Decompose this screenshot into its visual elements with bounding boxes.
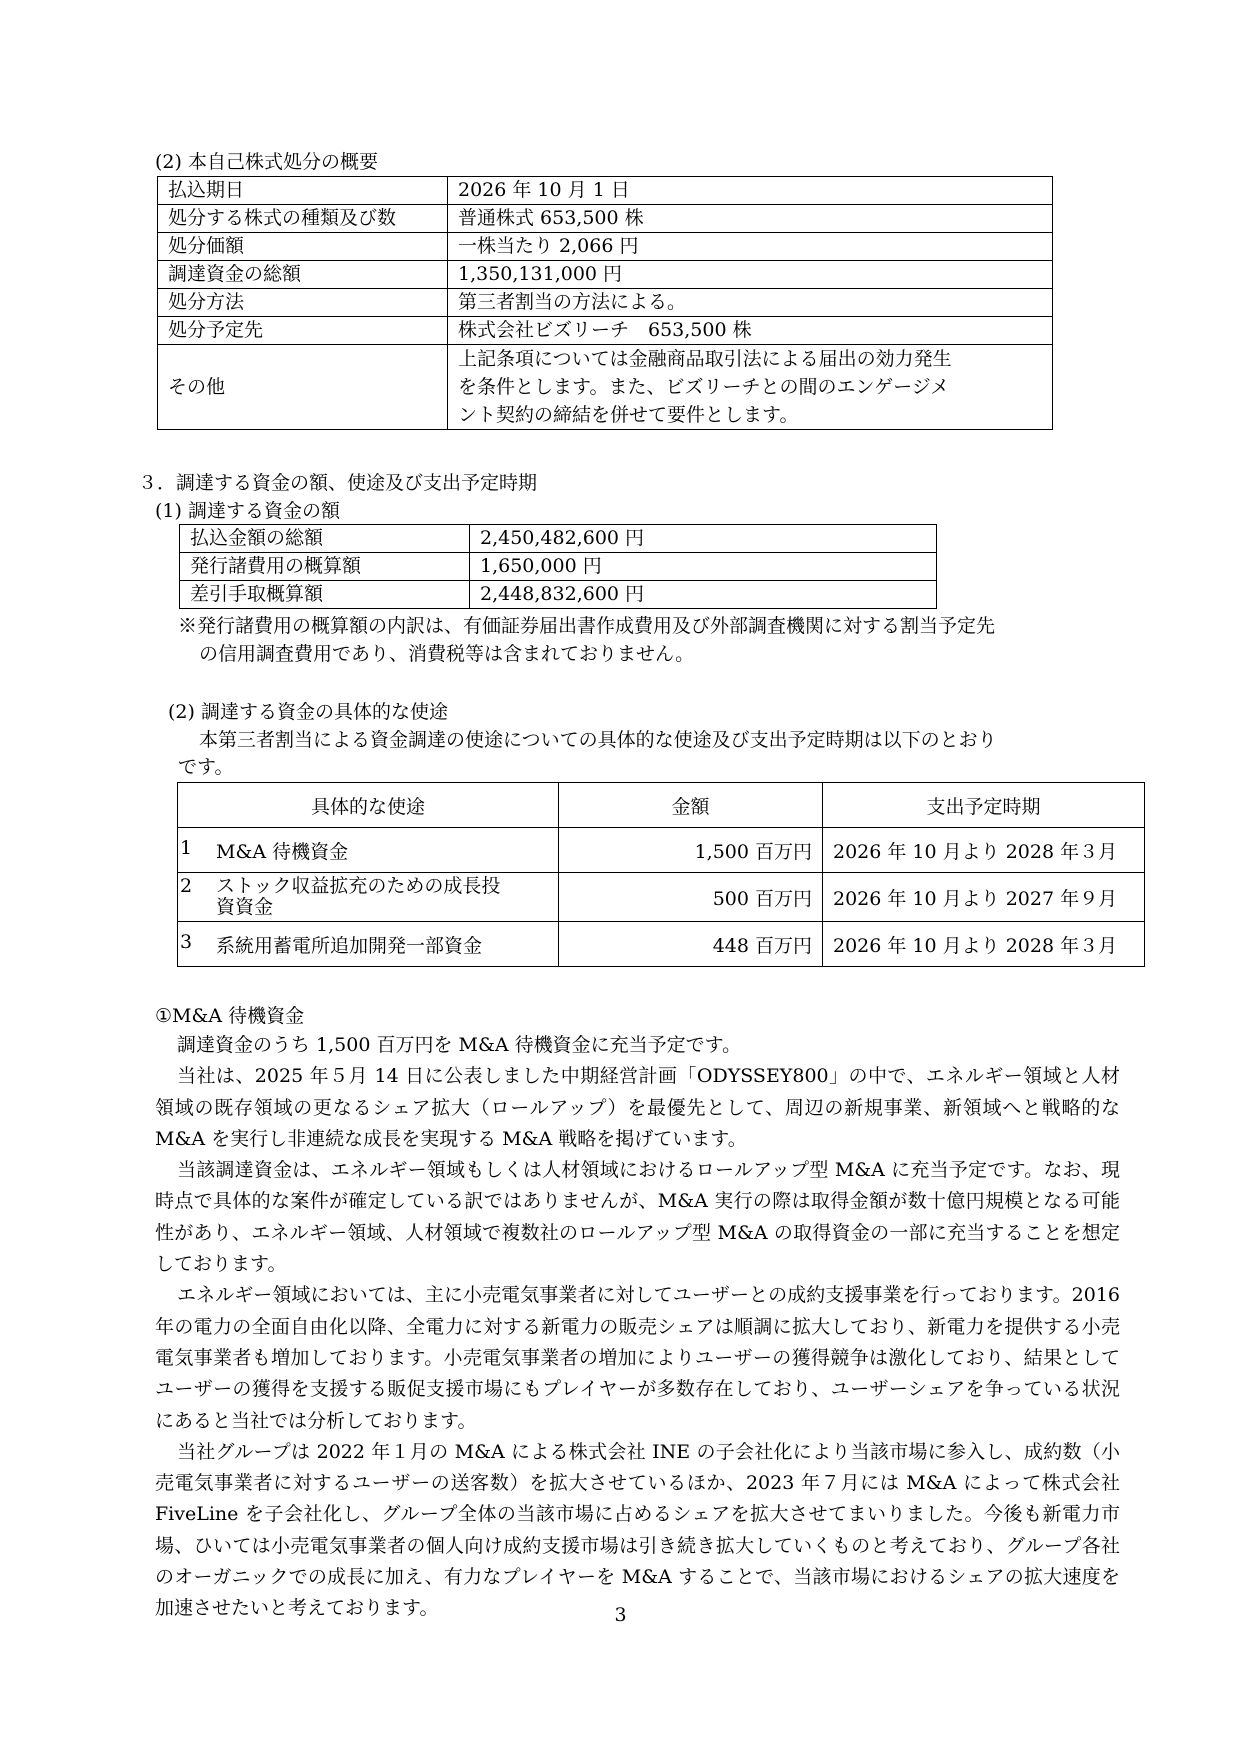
row-label: 払込期日 [158, 177, 448, 205]
funds-amount-table [179, 524, 937, 609]
subsection-heading-amount: (1) 調達する資金の額 [155, 500, 340, 522]
use-cell [178, 828, 559, 873]
section-heading-funds: ３．調達する資金の額、使途及び支出予定時期 [138, 472, 538, 494]
use-number: 3 [180, 930, 193, 953]
table-row [158, 289, 1053, 317]
period-cell: 2026 年 10 月より 2028 年３月 [823, 828, 1145, 873]
use-label: 系統用蓄電所追加開発一部資金 [216, 934, 483, 957]
use-number: 1 [180, 836, 193, 859]
row-label: その他 [158, 345, 448, 430]
paragraph: 当該調達資金は、エネルギー領域もしくは人材領域におけるロールアップ型 M&A に充当予定です。なお、現時点で具体的な案件が確定している訳ではありませんが、M&A 実行の際は取得金額が数十億円規模となる可能性があり、エネルギー領域、人材領域で複数社のロールアップ型 M&A の取得資金の一部に充当することを想定しております。 [155, 1159, 1120, 1276]
table-row [178, 922, 1145, 967]
use-label: 資資金 [216, 896, 274, 918]
table-row [158, 317, 1053, 345]
disposal-overview-table [157, 176, 1053, 430]
paragraph: 調達資金のうち 1,500 百万円を M&A 待機資金に充当予定です。 [177, 1034, 742, 1056]
table-row [178, 828, 1145, 873]
table-row [180, 525, 937, 553]
column-header: 支出予定時期 [823, 783, 1145, 828]
ma-body [155, 1030, 1120, 1625]
row-value: 普通株式 653,500 株 [448, 205, 1053, 233]
row-label: 払込金額の総額 [180, 525, 470, 553]
paragraph: 当社グループは 2022 年１月の M&A による株式会社 INE の子会社化により当該市場に参入し、成約数（小売電気事業者に対するユーザーの送客数）を拡大させているほか、2023 年７月には M&A によって株式会社 FiveLine を子会社化し、グループ全体の当該市場に占めるシェアを拡大させてまいりました。今後も新電力市場、ひいては小売電気事業者の個人向け成約支援市場は引き続き拡大していくものと考えており、グループ各社のオーガニックでの成長に加え、有力なプレイヤーを M&A することで、当該市場におけるシェアの拡大速度を加速させたいと考えております。 [155, 1440, 1120, 1620]
table-row [180, 581, 937, 609]
amount-cell: 1,500 百万円 [559, 828, 823, 873]
period-cell: 2026 年 10 月より 2027 年９月 [823, 873, 1145, 922]
expense-note: の信用調査費用であり、消費税等は含まれておりません。 [199, 643, 695, 665]
other-line: を条件とします。また、ビズリーチとの間のエンゲージメ [458, 376, 950, 398]
table-row [158, 233, 1053, 261]
row-label: 処分価額 [158, 233, 448, 261]
expense-note: ※発行諸費用の概算額の内訳は、有価証券届出書作成費用及び外部調査機関に対する割当予定先 [178, 615, 996, 637]
subsection-heading-uses: (2) 調達する資金の具体的な使途 [168, 701, 448, 723]
row-value: 一株当たり 2,066 円 [448, 233, 1053, 261]
row-value: 2,450,482,600 円 [470, 525, 937, 553]
column-header: 具体的な使途 [178, 783, 559, 828]
use-cell [178, 922, 559, 967]
use-number: 2 [180, 875, 193, 897]
row-value: 2,448,832,600 円 [470, 581, 937, 609]
row-label: 差引手取概算額 [180, 581, 470, 609]
other-line: 上記条項については金融商品取引法による届出の効力発生 [458, 348, 952, 370]
amount-cell: 500 百万円 [559, 873, 823, 922]
column-header: 金額 [559, 783, 823, 828]
row-label: 調達資金の総額 [158, 261, 448, 289]
row-value: 1,650,000 円 [470, 553, 937, 581]
row-label: 処分方法 [158, 289, 448, 317]
table-row [178, 873, 1145, 922]
other-line: ント契約の締結を併せて要件とします。 [458, 404, 799, 426]
table-row-other [158, 345, 1053, 430]
row-value [448, 345, 1053, 430]
amount-cell: 448 百万円 [559, 922, 823, 967]
use-label: ストック収益拡充のための成長投 [216, 875, 501, 897]
table-row [158, 205, 1053, 233]
use-cell [178, 873, 559, 922]
uses-intro: です。 [178, 756, 234, 778]
row-value: 2026 年 10 月 1 日 [448, 177, 1053, 205]
paragraph: 当社は、2025 年５月 14 日に公表しました中期経営計画「ODYSSEY800」の中で、エネルギー領域と人材領域の既存領域の更なるシェア拡大（ロールアップ）を最優先として、周辺の新規事業、新領域へと戦略的な M&A を実行し非連続な成長を実現する M&A 戦略を掲げています。 [155, 1065, 1120, 1150]
row-label: 処分予定先 [158, 317, 448, 345]
page-number: 3 [614, 1604, 627, 1626]
row-value: 1,350,131,000 円 [448, 261, 1053, 289]
period-cell: 2026 年 10 月より 2028 年３月 [823, 922, 1145, 967]
table-row [158, 261, 1053, 289]
row-value: 株式会社ビズリーチ 653,500 株 [448, 317, 1053, 345]
row-label: 処分する株式の種類及び数 [158, 205, 448, 233]
table-header-row [178, 783, 1145, 828]
section-heading-disposal-overview: (2) 本自己株式処分の概要 [155, 151, 378, 173]
use-label: M&A 待機資金 [216, 840, 349, 863]
uses-intro: 本第三者割当による資金調達の使途についての具体的な使途及び支出予定時期は以下のとおり [199, 729, 997, 751]
table-row [158, 177, 1053, 205]
paragraph: エネルギー領域においては、主に小売電気事業者に対してユーザーとの成約支援事業を行っております。2016 年の電力の全面自由化以降、全電力に対する新電力の販売シェアは順調に拡大しており、新電力を提供する小売電気事業者も増加しております。小売電気事業者の増加によりユーザーの獲得競争は激化しており、結果としてユーザーの獲得を支援する販促支援市場にもプレイヤーが多数存在しており、ユーザーシェアを争っている状況にあると当社では分析しております。 [155, 1284, 1120, 1432]
uses-table [177, 782, 1145, 967]
ma-heading: ①M&A 待機資金 [155, 1005, 305, 1027]
table-row [180, 553, 937, 581]
row-value: 第三者割当の方法による。 [448, 289, 1053, 317]
row-label: 発行諸費用の概算額 [180, 553, 470, 581]
